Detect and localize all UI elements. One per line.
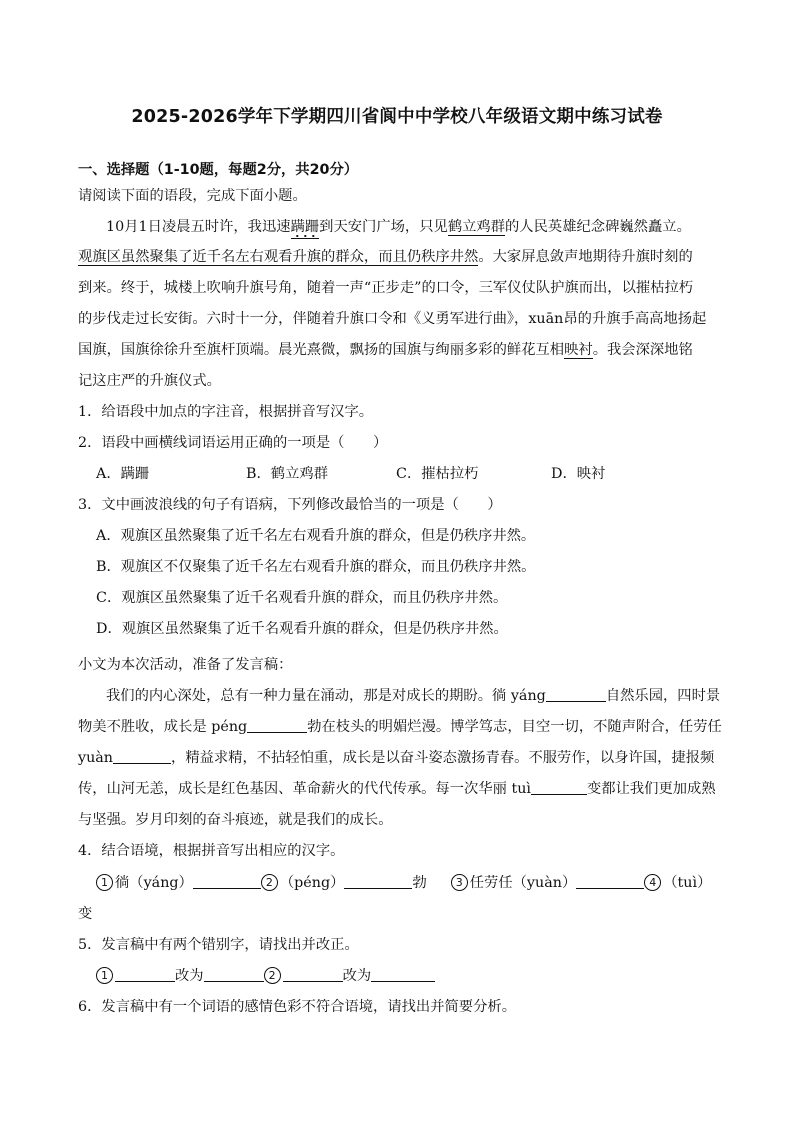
speech-line-4: 传，山河无恙，成长是红色基因、革命薪火的代代传承。每一次华丽 tuì 变都让我们更加成熟 (78, 781, 716, 797)
blank[interactable] (283, 967, 343, 982)
question-4-items: 1 徜（yáng） 2 （péng） 勃 3 任劳任（yuàn） 4 （tuì） (96, 873, 746, 893)
section-intro: 请阅读下面的语段，完成下面小题。 (78, 188, 307, 204)
question-2: 2．语段中画横线词语运用正确的一项是（ ） (78, 435, 388, 451)
circled-number: 4 (644, 874, 661, 891)
speech-line-5: 与坚强。岁月印刻的奋斗痕迹，就是我们的成长。 (78, 812, 393, 828)
question-1: 1．给语段中加点的字注音，根据拼音写汉字。 (78, 404, 374, 420)
question-2-options (96, 464, 746, 484)
option-b[interactable]: B．观旗区不仅聚集了近千名左右观看升旗的群众，而且仍秩序井然。 (96, 559, 536, 575)
question-5: 5．发言稿中有两个错别字，请找出并改正。 (78, 937, 359, 953)
blank[interactable] (247, 718, 307, 733)
question-4: 4．结合语境，根据拼音写出相应的汉字。 (78, 843, 345, 859)
section-heading: 一、选择题（1-10题，每题2分，共20分） (78, 162, 359, 178)
underlined-word: 鹤立鸡群 (447, 219, 506, 235)
question-6: 6．发言稿中有一个词语的感情色彩不符合语境，请找出并简要分析。 (78, 999, 516, 1015)
blank[interactable] (115, 967, 175, 982)
option-b[interactable]: B．鹤立鸡群 (246, 466, 328, 482)
option-d[interactable]: D．观旗区虽然聚集了近千名观看升旗的群众，但是仍秩序井然。 (96, 621, 508, 637)
wavy-sentence: 观旗区虽然聚集了近千名左右观看升旗的群众，而且仍秩序井然 (78, 249, 479, 265)
option-a[interactable]: A．蹒跚 (96, 466, 150, 482)
speech-line-3: yuàn ，精益求精，不拈轻怕重，成长是以奋斗姿态激扬青春。不服劳作，以身许国，捷报频 (78, 750, 715, 766)
underlined-word: 映衬 (564, 342, 593, 358)
circled-number: 3 (451, 874, 468, 891)
blank[interactable] (193, 874, 261, 889)
question-4-tail: 变 (78, 906, 93, 922)
blank[interactable] (113, 749, 171, 764)
speech-line-2: 物美不胜收，成长是 péng 勃在枝头的明媚烂漫。博学笃志，目空一切，不随声附合，任劳任 (78, 719, 722, 735)
passage-line-4: 的步伐走过长安街。六时十一分，伴随着升旗口令和《义勇军进行曲》，xuān昂的升旗手高高地扬起 (78, 311, 707, 327)
question-3: 3．文中画波浪线的句子有语病，下列修改最恰当的一项是（ ） (78, 497, 502, 513)
option-a[interactable]: A．观旗区虽然聚集了近千名左右观看升旗的群众，但是仍秩序井然。 (96, 528, 536, 544)
option-c[interactable]: C．摧枯拉朽 (396, 466, 479, 482)
blank[interactable] (576, 874, 644, 889)
blank[interactable] (344, 874, 412, 889)
circled-number: 1 (96, 874, 113, 891)
question-5-items: 1 改为 2 改为 (96, 966, 746, 986)
underlined-word: 蹒跚 (291, 219, 320, 239)
exam-title: 2025-2026学年下学期四川省阆中中学校八年级语文期中练习试卷 (131, 107, 663, 127)
speech-intro: 小文为本次活动，准备了发言稿： (78, 657, 293, 673)
option-c[interactable]: C．观旗区虽然聚集了近千名观看升旗的群众，而且仍秩序井然。 (96, 590, 508, 606)
blank[interactable] (531, 780, 587, 795)
passage-line-6: 记这庄严的升旗仪式。 (78, 373, 221, 389)
speech-line-1: 我们的内心深处，总有一种力量在涌动，那是对成长的期盼。徜 yáng 自然乐园，四时景 (106, 688, 721, 704)
circled-number: 1 (96, 967, 113, 984)
circled-number: 2 (264, 967, 281, 984)
passage-line-1: 10月1日凌晨五时许，我迅速蹒跚到天安门广场，只见鹤立鸡群的人民英雄纪念碑巍然矗立。 (106, 217, 756, 237)
blank[interactable] (204, 967, 264, 982)
circled-number: 2 (261, 874, 278, 891)
passage-line-3: 到来。终于，城楼上吹响升旗号角，随着一声“正步走”的口令，三军仪仗队护旗而出，以摧枯拉朽 (78, 280, 694, 296)
blank[interactable] (371, 967, 435, 982)
passage-line-2: 观旗区虽然聚集了近千名左右观看升旗的群众，而且仍秩序井然。大家屏息敛声地期待升旗时刻的 (78, 249, 693, 265)
blank[interactable] (546, 687, 606, 702)
option-d[interactable]: D．映衬 (551, 466, 606, 482)
passage-line-5: 国旗，国旗徐徐升至旗杆顶端。晨光熹微，飘扬的国旗与绚丽多彩的鲜花互相映衬。我会深深地铭 (78, 342, 693, 358)
